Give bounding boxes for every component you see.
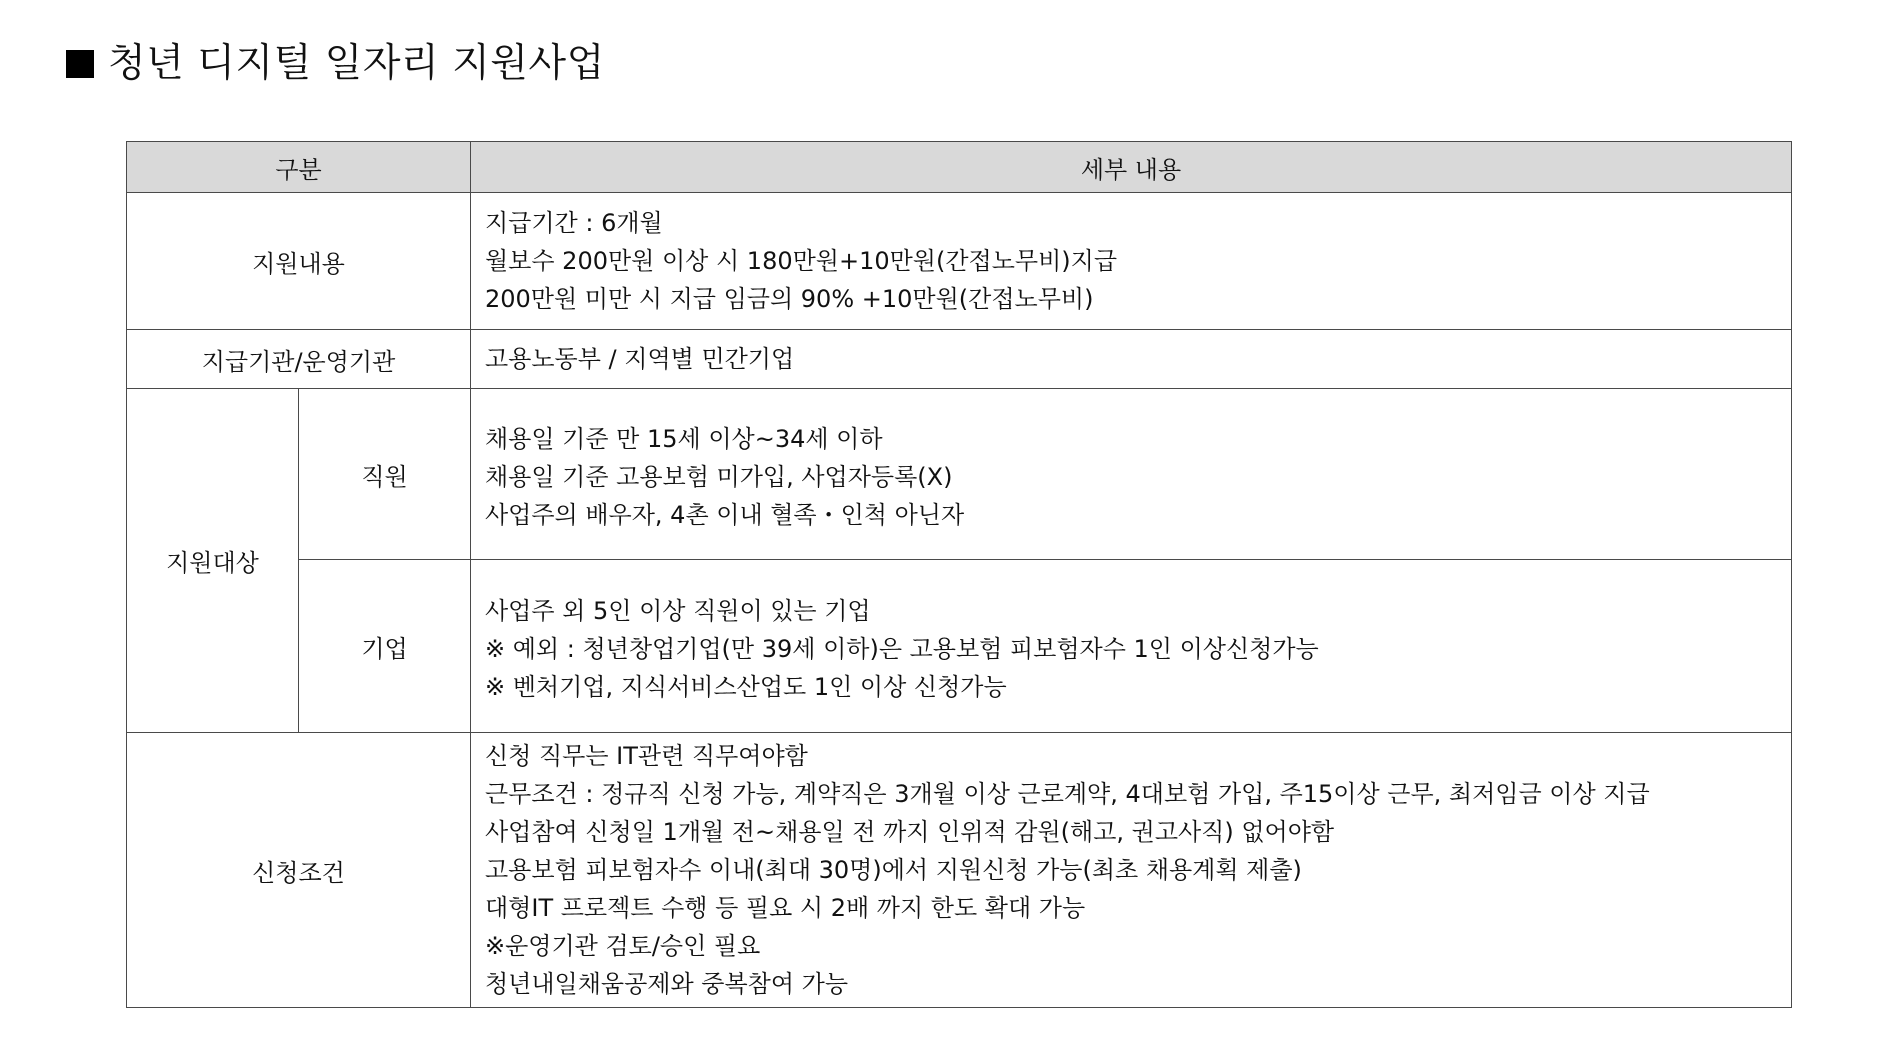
detail-line: 채용일 기준 만 15세 이상~34세 이하 bbox=[485, 425, 883, 453]
detail-line: ※ 벤처기업, 지식서비스산업도 1인 이상 신청가능 bbox=[485, 673, 1007, 701]
category-target: 지원대상 bbox=[127, 389, 299, 733]
detail-target-staff bbox=[471, 389, 1792, 560]
table-row-target-staff bbox=[127, 389, 1792, 560]
detail-support-content bbox=[471, 193, 1792, 330]
detail-agency bbox=[471, 330, 1792, 389]
detail-line: 채용일 기준 고용보험 미가입, 사업자등록(X) bbox=[485, 463, 953, 491]
table-row-support-content bbox=[127, 193, 1792, 330]
detail-line: 고용보험 피보험자수 이내(최대 30명)에서 지원신청 가능(최초 채용계획 제출) bbox=[485, 856, 1302, 884]
detail-line: 대형IT 프로젝트 수행 등 필요 시 2배 까지 한도 확대 가능 bbox=[485, 894, 1086, 922]
detail-line: 지급기간 : 6개월 bbox=[485, 209, 663, 237]
detail-line: 근무조건 : 정규직 신청 가능, 계약직은 3개월 이상 근로계약, 4대보험 가입, 주15이상 근무, 최저임금 이상 지급 bbox=[485, 780, 1650, 808]
detail-line: ※ 예외 : 청년창업기업(만 39세 이하)은 고용보험 피보험자수 1인 이상신청가능 bbox=[485, 635, 1319, 663]
table-row-agency bbox=[127, 330, 1792, 389]
page-title bbox=[66, 36, 605, 92]
detail-line: 청년내일채움공제와 중복참여 가능 bbox=[485, 970, 849, 998]
detail-line: 사업주 외 5인 이상 직원이 있는 기업 bbox=[485, 597, 871, 625]
detail-line: 고용노동부 / 지역별 민간기업 bbox=[485, 345, 795, 373]
table-row-conditions bbox=[127, 733, 1792, 1008]
subcategory-staff: 직원 bbox=[299, 389, 471, 560]
detail-line: ※운영기관 검토/승인 필요 bbox=[485, 932, 761, 960]
square-bullet-icon bbox=[66, 50, 94, 78]
category-agency: 지급기관/운영기관 bbox=[127, 330, 471, 389]
detail-line: 200만원 미만 시 지급 임금의 90% +10만원(간접노무비) bbox=[485, 285, 1094, 313]
detail-target-company bbox=[471, 560, 1792, 733]
header-detail: 세부 내용 bbox=[471, 142, 1792, 193]
table-row-target-company bbox=[127, 560, 1792, 733]
detail-line: 사업주의 배우자, 4촌 이내 혈족・인척 아닌자 bbox=[485, 501, 965, 529]
detail-line: 사업참여 신청일 1개월 전~채용일 전 까지 인위적 감원(해고, 권고사직) 없어야함 bbox=[485, 818, 1335, 846]
page-title-text: 청년 디지털 일자리 지원사업 bbox=[108, 41, 605, 86]
table-header-row bbox=[127, 142, 1792, 193]
category-support-content: 지원내용 bbox=[127, 193, 471, 330]
category-conditions: 신청조건 bbox=[127, 733, 471, 1008]
detail-line: 월보수 200만원 이상 시 180만원+10만원(간접노무비)지급 bbox=[485, 247, 1118, 275]
detail-conditions bbox=[471, 733, 1792, 1008]
detail-line: 신청 직무는 IT관련 직무여야함 bbox=[485, 742, 808, 770]
subcategory-company: 기업 bbox=[299, 560, 471, 733]
support-program-table bbox=[126, 141, 1792, 1008]
header-category: 구분 bbox=[127, 142, 471, 193]
